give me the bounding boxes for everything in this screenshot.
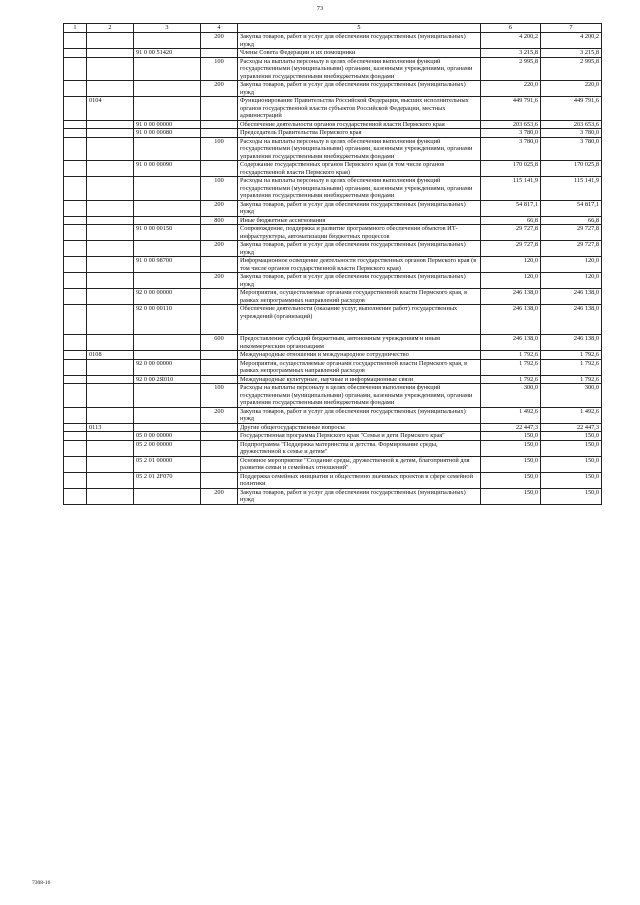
cell-amount-6: 3 780,0 [481,137,541,161]
cell-item-name: Другие общегосударственные вопросы [238,423,481,432]
cell-section-code [87,335,134,351]
cell-empty [64,161,87,177]
cell-amount-7: 2 995,8 [541,57,602,81]
cell-item-name: Государственная программа Пермского края "Семья и дети Пермского края" [238,432,481,441]
header-cell: 6 [481,24,541,33]
cell-amount-7: 29 727,8 [541,225,602,241]
cell-section-code [87,200,134,216]
cell-section-code [87,177,134,201]
cell-amount-7: 246 138,0 [541,305,602,335]
cell-target-article: 05 2 00 00000 [134,440,201,456]
cell-target-article [134,423,201,432]
cell-section-code [87,120,134,129]
cell-target-article: 91 0 00 51420 [134,49,201,58]
cell-item-name: Закупка товаров, работ и услуг для обеспечения государственных (муниципальных) нужд [238,241,481,257]
cell-empty [64,423,87,432]
table-row [64,335,602,351]
header-cell: 3 [134,24,201,33]
table-row [64,472,602,488]
cell-expense-type: 100 [201,384,238,408]
cell-empty [64,289,87,305]
cell-expense-type: 200 [201,81,238,97]
cell-amount-6: 2 995,8 [481,57,541,81]
cell-empty [64,97,87,121]
cell-amount-6: 29 727,8 [481,241,541,257]
cell-amount-7: 1 792,6 [541,351,602,360]
cell-expense-type: 100 [201,57,238,81]
cell-target-article [134,81,201,97]
cell-section-code [87,161,134,177]
table-row [64,488,602,504]
cell-expense-type: 800 [201,216,238,225]
cell-expense-type: 200 [201,241,238,257]
cell-section-code: 0108 [87,351,134,360]
cell-empty [64,129,87,138]
table-row [64,273,602,289]
cell-empty [64,241,87,257]
cell-expense-type [201,359,238,375]
cell-empty [64,305,87,335]
cell-amount-6: 4 200,2 [481,33,541,49]
cell-amount-7: 54 817,1 [541,200,602,216]
table-row [64,407,602,423]
cell-expense-type: 200 [201,488,238,504]
cell-amount-6: 203 653,6 [481,120,541,129]
cell-target-article [134,488,201,504]
table-row [64,161,602,177]
cell-expense-type [201,97,238,121]
cell-expense-type: 100 [201,177,238,201]
header-row [64,24,602,33]
cell-item-name: Закупка товаров, работ и услуг для обеспечения государственных (муниципальных) нужд [238,407,481,423]
cell-item-name: Информационное освещение деятельности государственных органов Пермского края (в том числе органов государственной власти Пермского края) [238,257,481,273]
cell-amount-6: 66,8 [481,216,541,225]
cell-amount-6: 3 215,8 [481,49,541,58]
cell-empty [64,216,87,225]
cell-amount-7: 150,0 [541,488,602,504]
cell-empty [64,384,87,408]
cell-section-code: 0104 [87,97,134,121]
cell-empty [64,440,87,456]
cell-expense-type [201,120,238,129]
cell-amount-7: 449 791,6 [541,97,602,121]
cell-target-article: 91 0 00 00090 [134,161,201,177]
table-row [64,177,602,201]
cell-section-code [87,225,134,241]
cell-section-code [87,375,134,384]
table-row [64,225,602,241]
table-row [64,305,602,335]
table-row [64,57,602,81]
cell-section-code [87,472,134,488]
cell-expense-type [201,472,238,488]
cell-section-code [87,440,134,456]
cell-target-article: 92 0 00 2Я010 [134,375,201,384]
cell-empty [64,200,87,216]
cell-amount-6: 246 138,0 [481,289,541,305]
cell-amount-6: 150,0 [481,432,541,441]
cell-expense-type: 200 [201,407,238,423]
cell-section-code [87,81,134,97]
header-cell: 4 [201,24,238,33]
cell-amount-7: 3 780,0 [541,129,602,138]
cell-item-name: Закупка товаров, работ и услуг для обеспечения государственных (муниципальных) нужд [238,273,481,289]
cell-target-article [134,384,201,408]
cell-amount-7: 203 653,6 [541,120,602,129]
cell-expense-type [201,423,238,432]
cell-amount-7: 300,0 [541,384,602,408]
cell-amount-7: 246 138,0 [541,335,602,351]
cell-target-article [134,33,201,49]
cell-expense-type [201,440,238,456]
cell-section-code [87,33,134,49]
cell-empty [64,472,87,488]
cell-amount-7: 1 792,6 [541,359,602,375]
cell-expense-type [201,161,238,177]
cell-expense-type: 200 [201,200,238,216]
cell-empty [64,57,87,81]
cell-amount-6: 1 792,6 [481,375,541,384]
cell-expense-type: 600 [201,335,238,351]
cell-item-name: Расходы на выплаты персоналу в целях обеспечения выполнения функций государственными (муниципальными) органами, казенными учреждениями, органами управления государственными внебюджетными фондами [238,57,481,81]
table-row [64,289,602,305]
cell-section-code [87,305,134,335]
cell-item-name: Обеспечение деятельности (оказание услуг, выполнение работ) государственных учреждений (организаций) [238,305,481,335]
cell-expense-type [201,289,238,305]
table-row [64,200,602,216]
cell-amount-7: 66,8 [541,216,602,225]
cell-amount-6: 29 727,8 [481,225,541,241]
cell-section-code [87,241,134,257]
cell-section-code [87,289,134,305]
cell-amount-7: 22 447,3 [541,423,602,432]
cell-target-article: 91 0 00 00150 [134,225,201,241]
cell-amount-6: 54 817,1 [481,200,541,216]
table-row [64,81,602,97]
cell-target-article: 05 0 00 00000 [134,432,201,441]
cell-target-article: 91 0 00 98700 [134,257,201,273]
cell-target-article [134,273,201,289]
page-number: 73 [316,5,324,12]
cell-item-name: Подпрограмма "Поддержка материнства и детства. Формирование среды, дружественной к семье и детям" [238,440,481,456]
cell-target-article: 91 0 00 00080 [134,129,201,138]
cell-target-article [134,335,201,351]
table-row [64,33,602,49]
cell-empty [64,407,87,423]
cell-empty [64,432,87,441]
document-code: 7308-16 [32,880,51,886]
cell-empty [64,137,87,161]
cell-expense-type [201,456,238,472]
cell-empty [64,49,87,58]
cell-amount-7: 170 025,8 [541,161,602,177]
cell-amount-6: 1 492,6 [481,407,541,423]
cell-empty [64,257,87,273]
cell-amount-6: 1 792,6 [481,359,541,375]
table-row [64,241,602,257]
cell-expense-type [201,351,238,360]
cell-target-article [134,137,201,161]
cell-amount-7: 220,0 [541,81,602,97]
header-cell: 2 [87,24,134,33]
cell-item-name: Расходы на выплаты персоналу в целях обеспечения выполнения функций государственными (муниципальными) органами, казенными учреждениями, органами управления государственными внебюджетными фондами [238,384,481,408]
cell-expense-type [201,257,238,273]
cell-item-name: Содержание государственных органов Пермского края (в том числе органов государственной власти Пермского края) [238,161,481,177]
cell-amount-6: 300,0 [481,384,541,408]
cell-target-article: 92 0 00 00000 [134,359,201,375]
table-row [64,257,602,273]
cell-item-name: Поддержка семейных инициатив и общественно значимых проектов в сфере семейной политики [238,472,481,488]
cell-amount-7: 1 792,6 [541,375,602,384]
table-row [64,120,602,129]
cell-empty [64,375,87,384]
table-row [64,216,602,225]
cell-expense-type: 200 [201,273,238,289]
table-body [64,33,602,505]
cell-section-code [87,488,134,504]
cell-target-article: 92 0 00 00110 [134,305,201,335]
cell-empty [64,225,87,241]
cell-amount-7: 150,0 [541,456,602,472]
cell-amount-7: 150,0 [541,432,602,441]
cell-section-code [87,432,134,441]
cell-target-article: 05 2 01 00000 [134,456,201,472]
cell-expense-type [201,49,238,58]
table-row [64,359,602,375]
cell-empty [64,177,87,201]
cell-amount-6: 170 025,8 [481,161,541,177]
cell-amount-6: 246 138,0 [481,335,541,351]
cell-amount-7: 120,0 [541,273,602,289]
cell-amount-7: 3 780,0 [541,137,602,161]
cell-amount-7: 29 727,8 [541,241,602,257]
budget-table [63,23,602,505]
cell-item-name: Функционирование Правительства Российской Федерации, высших исполнительных органов государственной власти субъектов Российской Федерации, местных администраций [238,97,481,121]
table-row [64,49,602,58]
cell-target-article: 91 0 00 00000 [134,120,201,129]
cell-expense-type [201,305,238,335]
cell-target-article [134,177,201,201]
cell-section-code [87,49,134,58]
cell-section-code [87,359,134,375]
cell-amount-6: 150,0 [481,472,541,488]
header-cell: 5 [238,24,481,33]
cell-target-article [134,57,201,81]
cell-amount-6: 449 791,6 [481,97,541,121]
cell-target-article [134,200,201,216]
cell-amount-6: 150,0 [481,456,541,472]
cell-item-name: Основное мероприятие "Создание среды, дружественной к детям, благоприятной для развития семьи и семейных отношений" [238,456,481,472]
cell-empty [64,456,87,472]
cell-amount-6: 150,0 [481,440,541,456]
cell-item-name: Иные бюджетные ассигнования [238,216,481,225]
cell-empty [64,488,87,504]
cell-target-article [134,241,201,257]
table-row [64,384,602,408]
table-row [64,351,602,360]
cell-section-code [87,129,134,138]
table-row [64,432,602,441]
cell-target-article: 92 0 00 00000 [134,289,201,305]
cell-empty [64,81,87,97]
cell-amount-6: 115 141,9 [481,177,541,201]
table-row [64,137,602,161]
cell-empty [64,351,87,360]
cell-amount-6: 1 792,6 [481,351,541,360]
cell-section-code [87,216,134,225]
cell-item-name: Расходы на выплаты персоналу в целях обеспечения выполнения функций государственными (муниципальными) органами, казенными учреждениями, органами управления государственными внебюджетными фондами [238,177,481,201]
cell-amount-7: 150,0 [541,440,602,456]
cell-item-name: Председатель Правительства Пермского края [238,129,481,138]
cell-amount-6: 3 780,0 [481,129,541,138]
cell-amount-6: 220,0 [481,81,541,97]
cell-expense-type [201,375,238,384]
cell-section-code [87,456,134,472]
cell-item-name: Международные культурные, научные и информационные связи [238,375,481,384]
cell-section-code [87,384,134,408]
cell-amount-7: 115 141,9 [541,177,602,201]
table-row [64,375,602,384]
table-row [64,440,602,456]
cell-amount-6: 120,0 [481,257,541,273]
cell-section-code [87,257,134,273]
cell-item-name: Сопровождение, поддержка и развитие программного обеспечения объектов ИТ-инфраструктуры, автоматизации бюджетных процессов [238,225,481,241]
cell-section-code [87,57,134,81]
cell-empty [64,359,87,375]
cell-expense-type [201,432,238,441]
cell-empty [64,335,87,351]
cell-expense-type: 100 [201,137,238,161]
cell-expense-type: 200 [201,33,238,49]
cell-item-name: Закупка товаров, работ и услуг для обеспечения государственных (муниципальных) нужд [238,81,481,97]
cell-empty [64,33,87,49]
cell-target-article [134,216,201,225]
cell-section-code [87,273,134,289]
cell-section-code: 0113 [87,423,134,432]
cell-amount-6: 150,0 [481,488,541,504]
cell-item-name: Международные отношения и международное сотрудничество [238,351,481,360]
cell-empty [64,120,87,129]
cell-item-name: Предоставление субсидий бюджетным, автономным учреждениям и иным некоммерческим организациям [238,335,481,351]
cell-item-name: Расходы на выплаты персоналу в целях обеспечения выполнения функций государственными (муниципальными) органами, казенными учреждениями, органами управления государственными внебюджетными фондами [238,137,481,161]
table-row [64,423,602,432]
cell-amount-7: 3 215,8 [541,49,602,58]
cell-target-article [134,407,201,423]
cell-amount-6: 246 138,0 [481,305,541,335]
table-row [64,97,602,121]
cell-target-article: 05 2 01 2F070 [134,472,201,488]
cell-item-name: Мероприятия, осуществляемые органами государственной власти Пермского края, в рамках непрограммных направлений расходов [238,289,481,305]
table-row [64,456,602,472]
cell-expense-type [201,129,238,138]
cell-item-name: Члены Совета Федерации и их помощники [238,49,481,58]
cell-empty [64,273,87,289]
cell-amount-7: 120,0 [541,257,602,273]
cell-item-name: Закупка товаров, работ и услуг для обеспечения государственных (муниципальных) нужд [238,488,481,504]
cell-amount-7: 1 492,6 [541,407,602,423]
cell-item-name: Закупка товаров, работ и услуг для обеспечения государственных (муниципальных) нужд [238,200,481,216]
cell-target-article [134,97,201,121]
cell-amount-6: 120,0 [481,273,541,289]
cell-expense-type [201,225,238,241]
header-cell: 7 [541,24,602,33]
header-cell: 1 [64,24,87,33]
cell-amount-7: 4 200,2 [541,33,602,49]
cell-amount-7: 246 138,0 [541,289,602,305]
table-row [64,129,602,138]
cell-target-article [134,351,201,360]
cell-item-name: Мероприятия, осуществляемые органами государственной власти Пермского края, в рамках непрограммных направлений расходов [238,359,481,375]
cell-section-code [87,407,134,423]
cell-amount-7: 150,0 [541,472,602,488]
cell-item-name: Закупка товаров, работ и услуг для обеспечения государственных (муниципальных) нужд [238,33,481,49]
cell-amount-6: 22 447,3 [481,423,541,432]
cell-item-name: Обеспечение деятельности органов государственной власти Пермского края [238,120,481,129]
cell-section-code [87,137,134,161]
